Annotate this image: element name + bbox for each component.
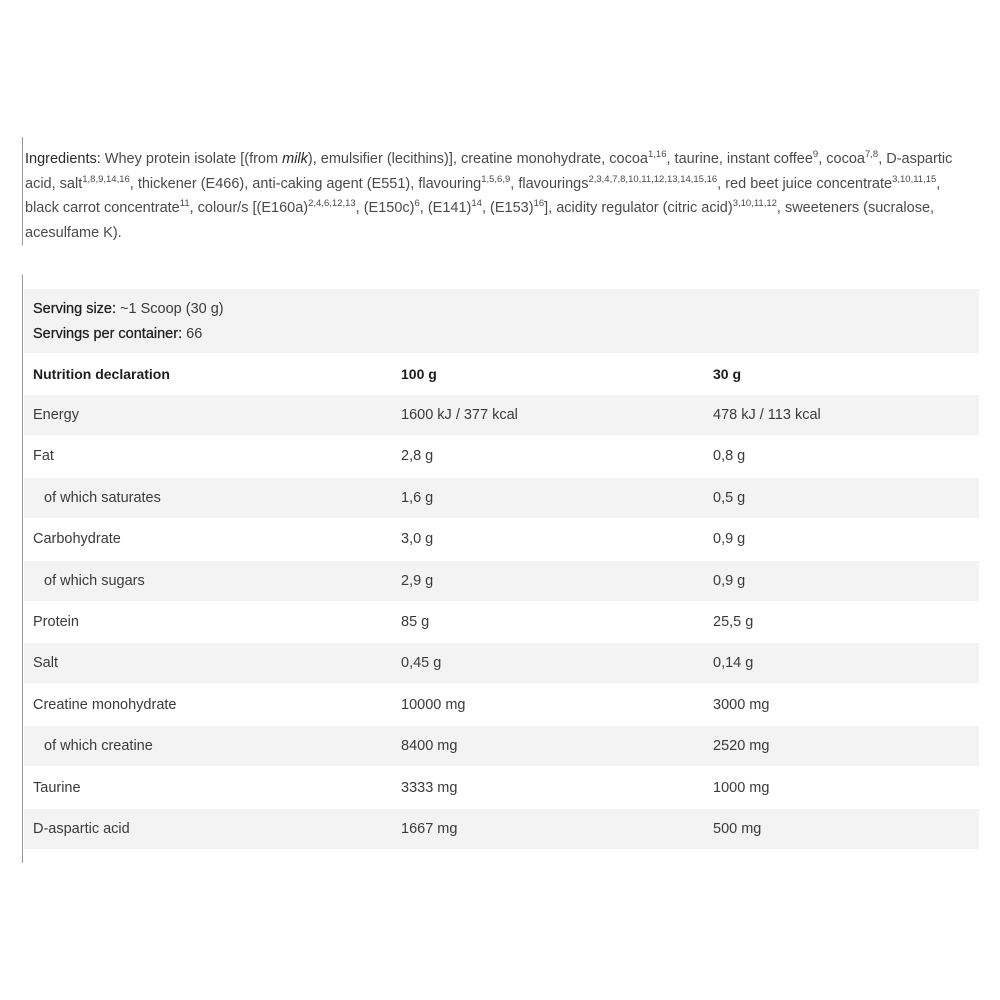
ingredients-fragment: Whey protein isolate [(from [100, 151, 283, 167]
table-row [24, 395, 979, 435]
allergen-highlight: milk [282, 151, 308, 167]
ingredients-fragment: , (E150c) [355, 200, 415, 216]
allergen-footnote: 9 [812, 149, 819, 160]
ingredients-fragment: , red beet juice concentrate [717, 175, 893, 192]
serving-size-label: Serving size: [33, 301, 117, 317]
value-per-100g: 85 g [401, 614, 430, 630]
value-per-30g: 0,9 g [713, 572, 746, 589]
nutrient-name: Carbohydrate [33, 531, 121, 548]
allergen-footnote: 7,8 [864, 149, 879, 160]
allergen-footnote: 3,10,11,15 [892, 173, 937, 185]
ingredients-fragment: , cocoa [818, 151, 865, 167]
header-100g: 100 g [401, 366, 437, 382]
ingredients-label: Ingredients: [25, 151, 101, 167]
table-row [24, 478, 979, 518]
servings-per-container [33, 326, 202, 342]
serving-size [33, 301, 224, 317]
ingredients-text [25, 147, 965, 245]
header-nutrition-declaration: Nutrition declaration [33, 366, 170, 382]
ingredients-fragment: , colour/s [(E160a) [189, 200, 309, 216]
table-row [24, 643, 979, 683]
nutrient-name: Salt [33, 655, 58, 672]
table-row [24, 685, 979, 725]
value-per-30g: 0,9 g [713, 531, 746, 548]
value-per-30g: 2520 mg [713, 738, 770, 755]
value-per-30g: 500 mg [713, 821, 762, 837]
serving-info [24, 289, 979, 353]
value-per-100g: 1667 mg [401, 821, 458, 837]
ingredients-fragment: , sweeteners (sucralose, acesulfame K). [25, 200, 935, 241]
ingredients-fragment: , black carrot concentrate [25, 175, 941, 216]
allergen-footnote: 6 [414, 198, 420, 209]
allergen-footnote: 1,5,6,9 [481, 173, 511, 185]
ingredients-fragment: , flavourings [510, 175, 589, 192]
allergen-footnote: 14 [471, 198, 482, 209]
nutrient-name: of which saturates [44, 489, 161, 506]
allergen-footnote: 1,16 [647, 149, 667, 160]
allergen-footnote: 3,10,11,12 [732, 198, 777, 209]
table-header [24, 354, 979, 394]
table-row [24, 726, 979, 766]
value-per-100g: 2,9 g [401, 572, 434, 589]
nutrient-name: Fat [33, 448, 54, 465]
value-per-30g: 0,5 g [713, 489, 746, 506]
value-per-100g: 2,8 g [401, 448, 434, 465]
table-row [24, 602, 979, 642]
nutrient-name: of which sugars [44, 572, 145, 589]
nutrient-name: Creatine monohydrate [33, 696, 177, 713]
value-per-30g: 0,14 g [713, 655, 754, 672]
value-per-30g: 1000 mg [713, 779, 770, 796]
nutrient-name: Taurine [33, 779, 81, 796]
value-per-100g: 1600 kJ / 377 kcal [401, 407, 518, 423]
ingredients-fragment: , (E153) [481, 200, 534, 216]
allergen-footnote: 2,3,4,7,8,10,11,12,13,14,15,16 [588, 173, 718, 185]
serving-size-value: ~1 Scoop (30 g) [116, 301, 224, 317]
ingredients-fragment: , (E141) [419, 200, 472, 216]
ingredients-fragment: , D-aspartic acid, salt [25, 151, 953, 192]
nutrient-name: of which creatine [44, 738, 153, 755]
nutrient-name: D-aspartic acid [33, 821, 130, 837]
value-per-100g: 3333 mg [401, 779, 458, 796]
servings-per-container-label: Servings per container: [33, 326, 183, 342]
table-row [24, 519, 979, 559]
value-per-100g: 3,0 g [401, 531, 434, 548]
ingredients-list [25, 151, 952, 241]
value-per-100g: 8400 mg [401, 738, 458, 755]
allergen-footnote: 1,8,9,14,16 [82, 173, 130, 185]
allergen-footnote: 2,4,6,12,13 [308, 198, 356, 209]
nutrition-table [22, 275, 979, 863]
value-per-100g: 1,6 g [401, 489, 434, 506]
table-row [24, 809, 979, 849]
table-row [24, 561, 979, 601]
allergen-footnote: 16 [533, 198, 545, 209]
nutrient-name: Energy [33, 407, 79, 423]
ingredients-fragment: ], acidity regulator (citric acid) [544, 200, 733, 216]
ingredients-fragment: , thickener (E466), anti-caking agent (E551), flavouring [129, 175, 482, 192]
value-per-30g: 25,5 g [713, 614, 754, 630]
value-per-30g: 478 kJ / 113 kcal [713, 407, 821, 423]
nutrient-name: Protein [33, 614, 79, 630]
table-row [24, 768, 979, 808]
header-30g: 30 g [713, 366, 742, 382]
value-per-100g: 10000 mg [401, 696, 466, 713]
servings-per-container-value: 66 [182, 326, 203, 342]
value-per-30g: 3000 mg [713, 696, 770, 713]
ingredients-section [22, 137, 953, 245]
value-per-100g: 0,45 g [401, 655, 442, 672]
ingredients-fragment: , taurine, instant coffee [666, 151, 813, 167]
table-row [24, 436, 979, 476]
ingredients-fragment: ), emulsifier (lecithins)], creatine monohydrate, cocoa [307, 151, 648, 167]
value-per-30g: 0,8 g [713, 448, 746, 465]
allergen-footnote: 11 [179, 198, 190, 209]
